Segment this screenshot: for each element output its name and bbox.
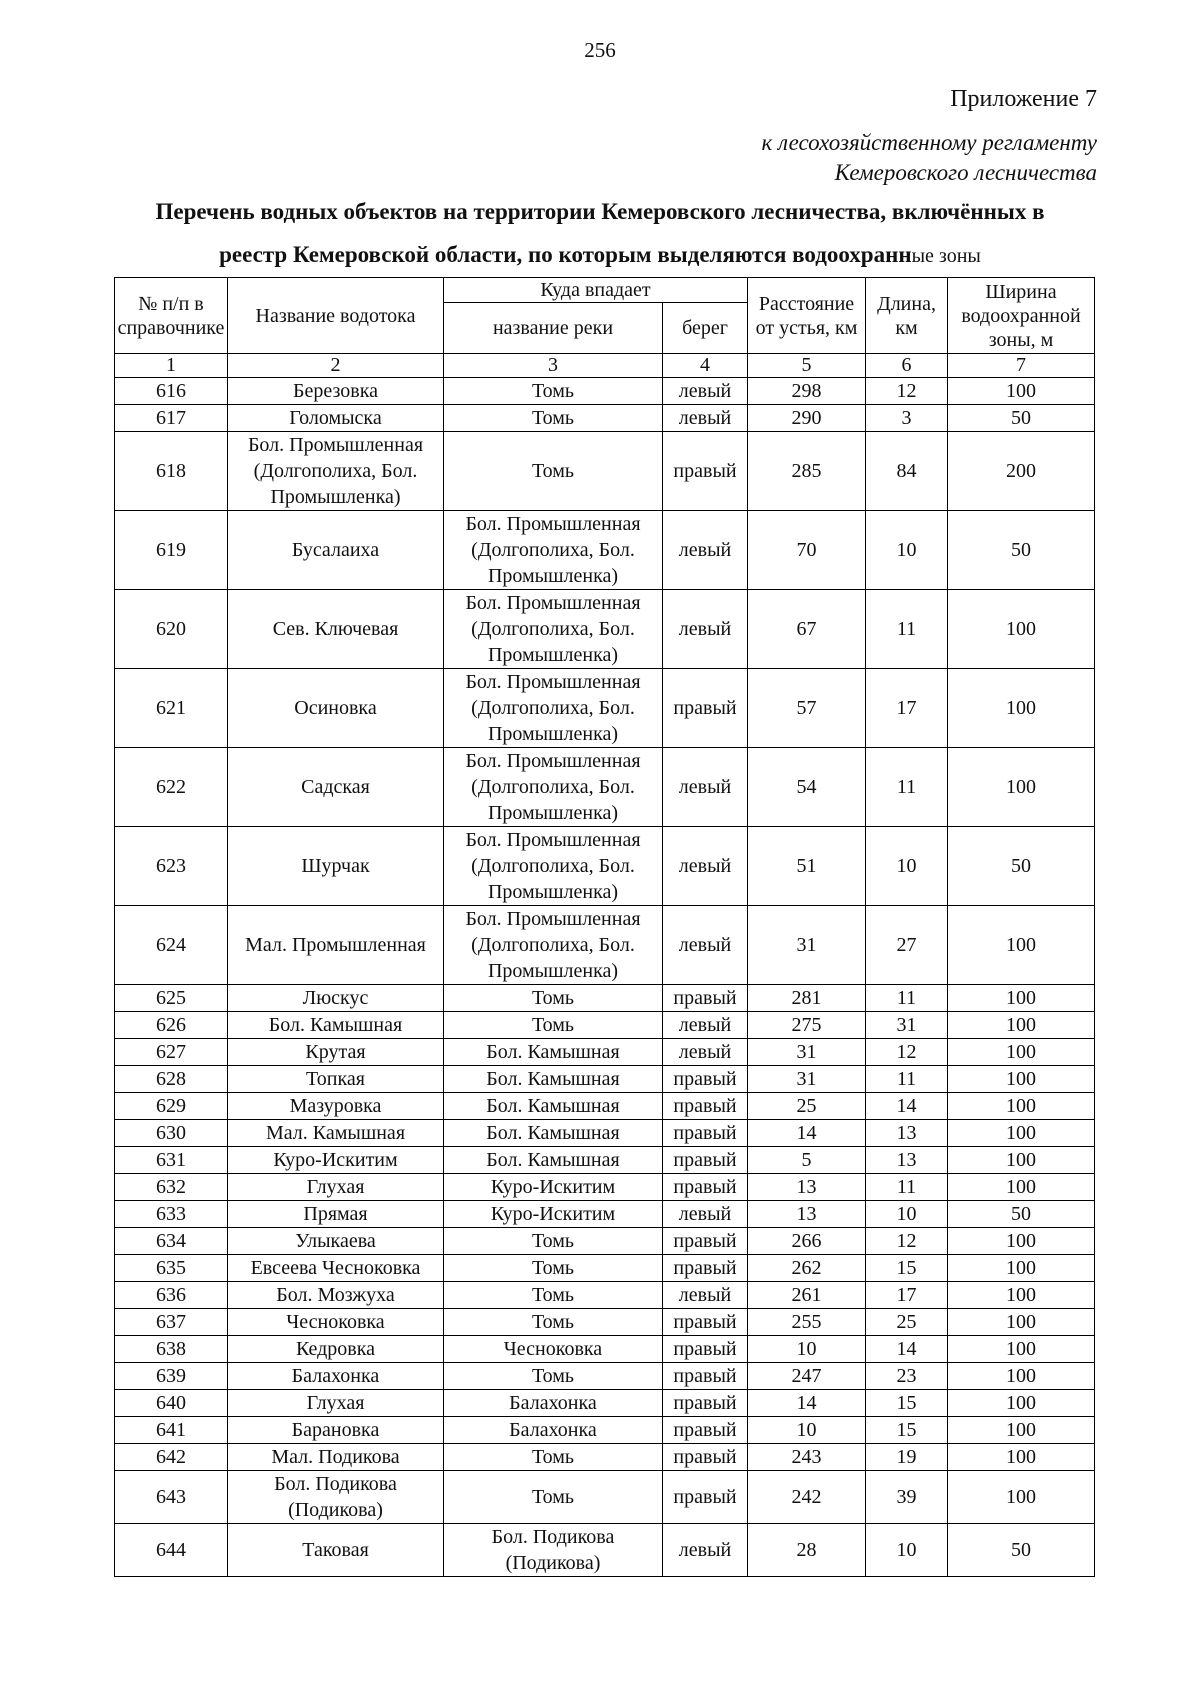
cell-zone-width: 100 bbox=[948, 906, 1095, 985]
cell-distance: 290 bbox=[748, 405, 866, 432]
cell-river: Томь bbox=[444, 1012, 663, 1039]
cell-distance: 28 bbox=[748, 1524, 866, 1577]
cell-num: 621 bbox=[115, 669, 228, 748]
cell-watercourse: Бол. Мозжуха bbox=[228, 1282, 444, 1309]
cell-bank: правый bbox=[663, 1444, 748, 1471]
cell-watercourse: Улыкаева bbox=[228, 1228, 444, 1255]
cell-distance: 31 bbox=[748, 1039, 866, 1066]
cell-bank: левый bbox=[663, 1282, 748, 1309]
cell-distance: 261 bbox=[748, 1282, 866, 1309]
cell-zone-width: 100 bbox=[948, 590, 1095, 669]
cell-river: Томь bbox=[444, 432, 663, 511]
table-row bbox=[115, 1336, 1095, 1363]
cell-zone-width: 100 bbox=[948, 1444, 1095, 1471]
cell-bank: левый bbox=[663, 1039, 748, 1066]
cell-length: 11 bbox=[866, 985, 948, 1012]
cell-num: 627 bbox=[115, 1039, 228, 1066]
cell-bank: правый bbox=[663, 1147, 748, 1174]
table-row bbox=[115, 1282, 1095, 1309]
title-line-1: Перечень водных объектов на территории Кемеровского лесничества, включённых в bbox=[155, 199, 1045, 224]
cell-length: 15 bbox=[866, 1417, 948, 1444]
cell-length: 11 bbox=[866, 1174, 948, 1201]
cell-distance: 70 bbox=[748, 511, 866, 590]
table-row bbox=[115, 669, 1095, 748]
cell-distance: 51 bbox=[748, 827, 866, 906]
cell-length: 17 bbox=[866, 1282, 948, 1309]
cell-zone-width: 50 bbox=[948, 405, 1095, 432]
column-number: 5 bbox=[748, 354, 866, 378]
cell-river: Томь bbox=[444, 1255, 663, 1282]
table-row bbox=[115, 1444, 1095, 1471]
cell-watercourse: Мал. Камышная bbox=[228, 1120, 444, 1147]
title-line-2-bold: реестр Кемеровской области, по которым выделяются водоохранн bbox=[219, 242, 912, 267]
cell-watercourse: Бусалаиха bbox=[228, 511, 444, 590]
table-row bbox=[115, 1012, 1095, 1039]
cell-length: 23 bbox=[866, 1363, 948, 1390]
cell-river: Томь bbox=[444, 1228, 663, 1255]
cell-num: 641 bbox=[115, 1417, 228, 1444]
cell-watercourse: Топкая bbox=[228, 1066, 444, 1093]
cell-zone-width: 100 bbox=[948, 1363, 1095, 1390]
cell-river: Бол. Промышленная (Долгополиха, Бол. Промышленка) bbox=[444, 590, 663, 669]
cell-length: 10 bbox=[866, 827, 948, 906]
table-row bbox=[115, 378, 1095, 405]
cell-bank: правый bbox=[663, 1228, 748, 1255]
cell-bank: левый bbox=[663, 590, 748, 669]
column-number: 1 bbox=[115, 354, 228, 378]
cell-length: 15 bbox=[866, 1255, 948, 1282]
cell-zone-width: 100 bbox=[948, 1390, 1095, 1417]
cell-length: 10 bbox=[866, 1524, 948, 1577]
title-line-2-normal: ые зоны bbox=[911, 245, 981, 267]
cell-watercourse: Мал. Подикова bbox=[228, 1444, 444, 1471]
table-row bbox=[115, 1120, 1095, 1147]
cell-num: 618 bbox=[115, 432, 228, 511]
cell-zone-width: 100 bbox=[948, 1417, 1095, 1444]
cell-length: 12 bbox=[866, 1039, 948, 1066]
cell-watercourse: Мазуровка bbox=[228, 1093, 444, 1120]
document-subtitle bbox=[761, 128, 1097, 188]
document-title bbox=[0, 190, 1200, 278]
cell-distance: 31 bbox=[748, 1066, 866, 1093]
column-numbers-row bbox=[115, 354, 1095, 378]
cell-distance: 281 bbox=[748, 985, 866, 1012]
cell-watercourse: Сев. Ключевая bbox=[228, 590, 444, 669]
cell-length: 13 bbox=[866, 1120, 948, 1147]
header-num: № п/п в справочнике bbox=[115, 278, 228, 354]
cell-num: 639 bbox=[115, 1363, 228, 1390]
cell-bank: правый bbox=[663, 1093, 748, 1120]
cell-zone-width: 100 bbox=[948, 1147, 1095, 1174]
cell-num: 634 bbox=[115, 1228, 228, 1255]
cell-zone-width: 200 bbox=[948, 432, 1095, 511]
cell-num: 629 bbox=[115, 1093, 228, 1120]
cell-length: 19 bbox=[866, 1444, 948, 1471]
cell-river: Томь bbox=[444, 405, 663, 432]
table-row bbox=[115, 1201, 1095, 1228]
cell-length: 10 bbox=[866, 511, 948, 590]
table-row bbox=[115, 1228, 1095, 1255]
table-row bbox=[115, 1039, 1095, 1066]
cell-distance: 54 bbox=[748, 748, 866, 827]
cell-num: 644 bbox=[115, 1524, 228, 1577]
cell-zone-width: 100 bbox=[948, 1093, 1095, 1120]
cell-watercourse: Куро-Искитим bbox=[228, 1147, 444, 1174]
cell-bank: левый bbox=[663, 906, 748, 985]
cell-bank: левый bbox=[663, 378, 748, 405]
cell-length: 11 bbox=[866, 748, 948, 827]
cell-river: Бол. Камышная bbox=[444, 1147, 663, 1174]
cell-distance: 243 bbox=[748, 1444, 866, 1471]
table-row bbox=[115, 1174, 1095, 1201]
cell-zone-width: 100 bbox=[948, 1471, 1095, 1524]
cell-distance: 13 bbox=[748, 1201, 866, 1228]
cell-zone-width: 100 bbox=[948, 669, 1095, 748]
cell-river: Куро-Искитим bbox=[444, 1201, 663, 1228]
cell-watercourse: Евсеева Чесноковка bbox=[228, 1255, 444, 1282]
cell-watercourse: Балахонка bbox=[228, 1363, 444, 1390]
cell-watercourse: Барановка bbox=[228, 1417, 444, 1444]
table-body bbox=[115, 378, 1095, 1577]
header-name: Название водотока bbox=[228, 278, 444, 354]
cell-watercourse: Бол. Камышная bbox=[228, 1012, 444, 1039]
cell-bank: правый bbox=[663, 1336, 748, 1363]
cell-bank: правый bbox=[663, 432, 748, 511]
cell-bank: левый bbox=[663, 748, 748, 827]
table-row bbox=[115, 590, 1095, 669]
cell-watercourse: Крутая bbox=[228, 1039, 444, 1066]
cell-num: 642 bbox=[115, 1444, 228, 1471]
cell-length: 11 bbox=[866, 590, 948, 669]
cell-length: 3 bbox=[866, 405, 948, 432]
cell-zone-width: 100 bbox=[948, 1039, 1095, 1066]
table-row bbox=[115, 1147, 1095, 1174]
cell-distance: 5 bbox=[748, 1147, 866, 1174]
table-row bbox=[115, 1471, 1095, 1524]
table-row bbox=[115, 1390, 1095, 1417]
cell-distance: 255 bbox=[748, 1309, 866, 1336]
cell-river: Томь bbox=[444, 985, 663, 1012]
cell-river: Балахонка bbox=[444, 1417, 663, 1444]
cell-length: 12 bbox=[866, 378, 948, 405]
cell-num: 622 bbox=[115, 748, 228, 827]
cell-bank: левый bbox=[663, 511, 748, 590]
cell-distance: 13 bbox=[748, 1174, 866, 1201]
table-row bbox=[115, 432, 1095, 511]
cell-distance: 298 bbox=[748, 378, 866, 405]
cell-watercourse: Чесноковка bbox=[228, 1309, 444, 1336]
header-flows-into: Куда впадает bbox=[444, 278, 748, 303]
table-row bbox=[115, 985, 1095, 1012]
cell-bank: правый bbox=[663, 1471, 748, 1524]
column-number: 3 bbox=[444, 354, 663, 378]
cell-zone-width: 100 bbox=[948, 748, 1095, 827]
cell-distance: 67 bbox=[748, 590, 866, 669]
cell-num: 632 bbox=[115, 1174, 228, 1201]
cell-river: Томь bbox=[444, 1471, 663, 1524]
cell-watercourse: Люскус bbox=[228, 985, 444, 1012]
cell-distance: 262 bbox=[748, 1255, 866, 1282]
header-distance: Расстояние от устья, км bbox=[748, 278, 866, 354]
cell-zone-width: 100 bbox=[948, 1120, 1095, 1147]
cell-distance: 247 bbox=[748, 1363, 866, 1390]
header-length: Длина, км bbox=[866, 278, 948, 354]
cell-river: Бол. Промышленная (Долгополиха, Бол. Промышленка) bbox=[444, 511, 663, 590]
cell-num: 625 bbox=[115, 985, 228, 1012]
cell-watercourse: Осиновка bbox=[228, 669, 444, 748]
cell-river: Балахонка bbox=[444, 1390, 663, 1417]
column-number: 4 bbox=[663, 354, 748, 378]
cell-watercourse: Мал. Промышленная bbox=[228, 906, 444, 985]
cell-river: Томь bbox=[444, 1282, 663, 1309]
table-row bbox=[115, 1524, 1095, 1577]
cell-length: 10 bbox=[866, 1201, 948, 1228]
cell-river: Томь bbox=[444, 1309, 663, 1336]
column-number: 7 bbox=[948, 354, 1095, 378]
cell-zone-width: 100 bbox=[948, 378, 1095, 405]
cell-watercourse: Бол. Подикова (Подикова) bbox=[228, 1471, 444, 1524]
cell-bank: правый bbox=[663, 669, 748, 748]
cell-distance: 275 bbox=[748, 1012, 866, 1039]
cell-zone-width: 50 bbox=[948, 1524, 1095, 1577]
cell-river: Чесноковка bbox=[444, 1336, 663, 1363]
cell-river: Бол. Промышленная (Долгополиха, Бол. Промышленка) bbox=[444, 906, 663, 985]
cell-bank: левый bbox=[663, 1524, 748, 1577]
cell-distance: 14 bbox=[748, 1390, 866, 1417]
cell-num: 635 bbox=[115, 1255, 228, 1282]
table-row bbox=[115, 1255, 1095, 1282]
cell-num: 643 bbox=[115, 1471, 228, 1524]
cell-num: 617 bbox=[115, 405, 228, 432]
cell-zone-width: 100 bbox=[948, 1228, 1095, 1255]
cell-zone-width: 100 bbox=[948, 1255, 1095, 1282]
water-bodies-table bbox=[114, 277, 1095, 1577]
cell-bank: правый bbox=[663, 1417, 748, 1444]
cell-river: Бол. Камышная bbox=[444, 1093, 663, 1120]
cell-bank: правый bbox=[663, 1309, 748, 1336]
cell-watercourse: Глухая bbox=[228, 1174, 444, 1201]
cell-watercourse: Голомыска bbox=[228, 405, 444, 432]
table-row bbox=[115, 405, 1095, 432]
cell-num: 620 bbox=[115, 590, 228, 669]
column-number: 2 bbox=[228, 354, 444, 378]
cell-river: Куро-Искитим bbox=[444, 1174, 663, 1201]
cell-distance: 242 bbox=[748, 1471, 866, 1524]
cell-zone-width: 100 bbox=[948, 1336, 1095, 1363]
cell-length: 12 bbox=[866, 1228, 948, 1255]
cell-zone-width: 100 bbox=[948, 1309, 1095, 1336]
cell-river: Бол. Промышленная (Долгополиха, Бол. Промышленка) bbox=[444, 827, 663, 906]
cell-river: Бол. Камышная bbox=[444, 1039, 663, 1066]
cell-num: 626 bbox=[115, 1012, 228, 1039]
cell-zone-width: 50 bbox=[948, 511, 1095, 590]
cell-river: Бол. Подикова (Подикова) bbox=[444, 1524, 663, 1577]
header-width: Ширина водоохранной зоны, м bbox=[948, 278, 1095, 354]
table-row bbox=[115, 906, 1095, 985]
cell-river: Бол. Камышная bbox=[444, 1120, 663, 1147]
cell-distance: 57 bbox=[748, 669, 866, 748]
cell-bank: левый bbox=[663, 1201, 748, 1228]
appendix-label: Приложение 7 bbox=[950, 86, 1097, 112]
subtitle-line-1: к лесохозяйственному регламенту bbox=[761, 130, 1097, 155]
header-bank: берег bbox=[663, 303, 748, 354]
cell-zone-width: 100 bbox=[948, 1174, 1095, 1201]
cell-length: 11 bbox=[866, 1066, 948, 1093]
cell-num: 619 bbox=[115, 511, 228, 590]
table-row bbox=[115, 1066, 1095, 1093]
cell-length: 25 bbox=[866, 1309, 948, 1336]
cell-bank: правый bbox=[663, 1066, 748, 1093]
cell-river: Томь bbox=[444, 1444, 663, 1471]
cell-num: 636 bbox=[115, 1282, 228, 1309]
cell-river: Томь bbox=[444, 1363, 663, 1390]
cell-num: 630 bbox=[115, 1120, 228, 1147]
cell-river: Томь bbox=[444, 378, 663, 405]
table-row bbox=[115, 1363, 1095, 1390]
cell-num: 616 bbox=[115, 378, 228, 405]
page-number: 256 bbox=[584, 38, 616, 62]
cell-bank: правый bbox=[663, 1255, 748, 1282]
cell-num: 628 bbox=[115, 1066, 228, 1093]
table-row bbox=[115, 1309, 1095, 1336]
cell-distance: 266 bbox=[748, 1228, 866, 1255]
cell-length: 17 bbox=[866, 669, 948, 748]
column-number: 6 bbox=[866, 354, 948, 378]
cell-num: 631 bbox=[115, 1147, 228, 1174]
cell-distance: 31 bbox=[748, 906, 866, 985]
cell-length: 31 bbox=[866, 1012, 948, 1039]
table-row bbox=[115, 1417, 1095, 1444]
cell-river: Бол. Промышленная (Долгополиха, Бол. Промышленка) bbox=[444, 669, 663, 748]
title-line-2 bbox=[0, 233, 1200, 278]
cell-distance: 14 bbox=[748, 1120, 866, 1147]
cell-bank: левый bbox=[663, 827, 748, 906]
cell-num: 633 bbox=[115, 1201, 228, 1228]
cell-length: 84 bbox=[866, 432, 948, 511]
cell-num: 638 bbox=[115, 1336, 228, 1363]
cell-zone-width: 100 bbox=[948, 1066, 1095, 1093]
cell-length: 14 bbox=[866, 1093, 948, 1120]
cell-length: 15 bbox=[866, 1390, 948, 1417]
cell-watercourse: Прямая bbox=[228, 1201, 444, 1228]
cell-bank: правый bbox=[663, 1390, 748, 1417]
cell-bank: правый bbox=[663, 1174, 748, 1201]
cell-zone-width: 100 bbox=[948, 985, 1095, 1012]
header-river-name: название реки bbox=[444, 303, 663, 354]
cell-bank: правый bbox=[663, 1120, 748, 1147]
cell-bank: правый bbox=[663, 985, 748, 1012]
table-row bbox=[115, 511, 1095, 590]
cell-length: 39 bbox=[866, 1471, 948, 1524]
cell-watercourse: Березовка bbox=[228, 378, 444, 405]
cell-num: 624 bbox=[115, 906, 228, 985]
cell-watercourse: Садская bbox=[228, 748, 444, 827]
cell-watercourse: Кедровка bbox=[228, 1336, 444, 1363]
cell-distance: 10 bbox=[748, 1417, 866, 1444]
cell-river: Бол. Промышленная (Долгополиха, Бол. Промышленка) bbox=[444, 748, 663, 827]
cell-distance: 10 bbox=[748, 1336, 866, 1363]
table-row bbox=[115, 1093, 1095, 1120]
cell-length: 27 bbox=[866, 906, 948, 985]
cell-zone-width: 100 bbox=[948, 1282, 1095, 1309]
subtitle-line-2: Кемеровского лесничества bbox=[834, 160, 1097, 185]
cell-watercourse: Глухая bbox=[228, 1390, 444, 1417]
cell-length: 13 bbox=[866, 1147, 948, 1174]
cell-num: 640 bbox=[115, 1390, 228, 1417]
cell-watercourse: Таковая bbox=[228, 1524, 444, 1577]
cell-num: 623 bbox=[115, 827, 228, 906]
cell-bank: левый bbox=[663, 1012, 748, 1039]
table-row bbox=[115, 827, 1095, 906]
table-row bbox=[115, 748, 1095, 827]
cell-zone-width: 50 bbox=[948, 1201, 1095, 1228]
cell-bank: левый bbox=[663, 405, 748, 432]
cell-distance: 285 bbox=[748, 432, 866, 511]
cell-bank: правый bbox=[663, 1363, 748, 1390]
cell-num: 637 bbox=[115, 1309, 228, 1336]
cell-watercourse: Бол. Промышленная (Долгополиха, Бол. Промышленка) bbox=[228, 432, 444, 511]
cell-zone-width: 50 bbox=[948, 827, 1095, 906]
cell-distance: 25 bbox=[748, 1093, 866, 1120]
cell-length: 14 bbox=[866, 1336, 948, 1363]
cell-watercourse: Шурчак bbox=[228, 827, 444, 906]
cell-river: Бол. Камышная bbox=[444, 1066, 663, 1093]
cell-zone-width: 100 bbox=[948, 1012, 1095, 1039]
